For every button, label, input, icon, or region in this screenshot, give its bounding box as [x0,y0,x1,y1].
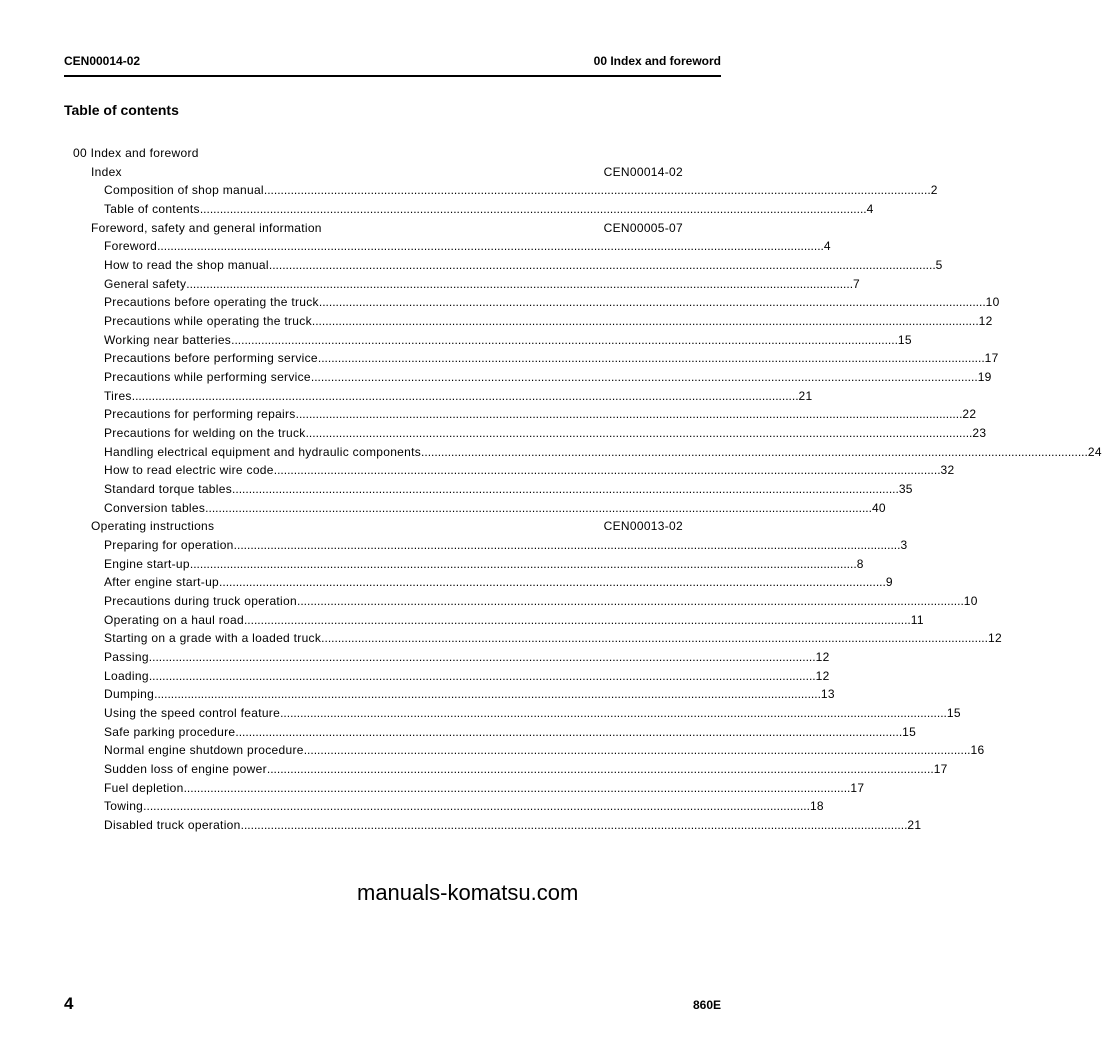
toc-entry[interactable] [104,350,999,366]
toc-entry[interactable] [104,780,865,796]
toc-entry-label: Foreword, safety and general information [91,220,322,235]
dot-leader: ........................................................................................................................................................................................................ [243,612,911,627]
toc-entry-page: 15 [902,724,917,739]
dot-leader: ........................................................................................................................................................................................................ [199,202,867,216]
dot-leader: ........................................................................................................................................................................................................ [305,426,973,441]
toc-entry-label: Conversion tables [104,500,206,515]
toc-entry-page: 19 [977,370,992,385]
toc-entry-label: Tires [104,388,132,403]
page-title: Table of contents [64,102,179,118]
toc-entry[interactable] [73,145,683,161]
toc-entry[interactable] [104,276,861,292]
toc-entry[interactable] [104,481,913,497]
dot-leader: ........................................................................................................................................................................................................ [157,239,824,254]
toc-entry[interactable] [104,686,835,702]
toc-entry-label: Loading [104,668,149,683]
toc-entry-label: Composition of shop manual [104,183,264,198]
toc-entry[interactable] [104,406,977,422]
toc-entry-page: 12 [987,631,1002,646]
dot-leader: ........................................................................................................................................................................................................ [148,668,816,683]
dot-leader: ........................................................................................................................................................................................................ [317,351,985,366]
toc-entry[interactable] [104,444,1102,460]
toc-entry-doc-code: CEN00013-02 [603,519,683,534]
dot-leader: ........................................................................................................................................................................................................ [421,444,1088,459]
toc-entry-label: Precautions during truck operation [104,594,297,609]
toc-entry-label: Table of contents [104,202,200,216]
toc-entry[interactable] [104,761,948,777]
toc-entry-label: Dumping [104,687,155,702]
toc-entry-label: 00 Index and foreword [73,146,199,160]
footer-page-number: 4 [64,994,74,1013]
toc-entry-label: Foreword [104,239,158,254]
toc-entry[interactable] [104,425,987,441]
toc-entry-page: 10 [985,295,1000,310]
dot-leader: ........................................................................................................................................................................................................ [183,780,851,795]
toc-entry-page: 11 [910,612,924,627]
dot-leader: ........................................................................................................................................................................................................ [280,706,947,721]
toc-entry-page: 22 [962,407,977,422]
dot-leader: ........................................................................................................................................................................................................ [205,500,872,515]
dot-leader: ........................................................................................................................................................................................................ [266,762,934,777]
toc-entry-label: Fuel depletion [104,780,184,795]
toc-entry-label: Precautions for welding on the truck [104,426,306,441]
toc-entry-page: 3 [900,538,908,553]
toc-entry[interactable] [104,556,864,572]
toc-entry-label: General safety [104,276,187,291]
toc-entry[interactable] [104,705,961,721]
dot-leader: ........................................................................................................................................................................................................ [148,650,816,665]
dot-leader: ........................................................................................................................................................................................................ [296,594,964,609]
dot-leader: ........................................................................................................................................................................................................ [303,743,971,758]
toc-entry[interactable] [104,668,830,684]
dot-leader: ........................................................................................................................................................................................................ [311,314,979,329]
toc-entry[interactable] [104,574,893,590]
toc-entry-label: Normal engine shutdown procedure [104,743,304,758]
toc-entry-label: Engine start-up [104,556,190,571]
toc-entry-label: Working near batteries [104,332,232,347]
toc-entry[interactable] [104,612,924,628]
toc-entry-label: Starting on a grade with a loaded truck [104,631,322,646]
dot-leader: ........................................................................................................................................................................................................ [318,295,986,310]
toc-entry[interactable] [104,500,886,516]
toc-entry-page: 15 [897,332,912,347]
toc-entry-page: 8 [856,556,864,571]
dot-leader: ........................................................................................................................................................................................................ [240,818,908,833]
toc-entry-label: After engine start-up [104,575,220,590]
toc-entry-label: Precautions for performing repairs [104,407,296,422]
toc-entry-page: 12 [978,314,993,329]
toc-entry-page: 2 [930,183,938,198]
toc-entry-page: 13 [820,687,835,702]
dot-leader: ........................................................................................................................................................................................................ [186,276,854,291]
toc-entry[interactable] [104,369,992,385]
dot-leader: ........................................................................................................................................................................................................ [321,631,988,646]
toc-entry-page: 17 [850,780,865,795]
toc-entry-label: Index [91,164,122,179]
toc-entry-page: 4 [866,202,874,216]
toc-entry-page: 17 [933,762,948,777]
toc-entry[interactable] [104,798,824,814]
dot-leader: ........................................................................................................................................................................................................ [268,258,936,273]
dot-leader: ........................................................................................................................................................................................................ [310,370,978,385]
watermark: manuals-komatsu.com [357,880,579,905]
toc-entry[interactable] [104,630,1002,646]
toc-entry-page: 10 [963,594,978,609]
toc-entry-page: 21 [907,818,922,833]
toc-entry-page: 9 [885,575,893,590]
toc-entry-page: 18 [809,799,824,814]
toc-entry-page: 21 [798,388,813,403]
toc-entry-doc-code: CEN00005-07 [603,220,683,235]
toc-entry-page: 40 [871,500,886,515]
header-section-title: 00 Index and foreword [593,54,721,68]
toc-entry[interactable] [104,201,874,217]
dot-leader: ........................................................................................................................................................................................................ [189,556,857,571]
toc-entry[interactable] [104,649,830,665]
toc-entry-page: 15 [946,706,961,721]
dot-leader: ........................................................................................................................................................................................................ [131,388,799,403]
toc-entry[interactable] [104,817,922,833]
toc-entry[interactable] [104,388,813,404]
toc-entry-label: Safe parking procedure [104,724,236,739]
dot-leader: ........................................................................................................................................................................................................ [231,332,898,347]
header-rule [64,75,721,77]
toc-entry[interactable] [104,332,912,348]
toc-entry-label: How to read the shop manual [104,258,269,273]
toc-entry-page: 7 [853,276,861,291]
toc-entry-page: 4 [823,239,831,254]
toc-entry-label: Towing [104,799,144,814]
toc-entry-page: 23 [972,426,987,441]
toc-entry-page: 5 [935,258,943,273]
toc-entry-page: 17 [984,351,999,366]
toc-entry[interactable] [104,182,938,198]
toc-entry[interactable] [104,294,1000,310]
toc-entry-label: How to read electric wire code [104,463,274,478]
toc-entry-label: Disabled truck operation [104,818,241,833]
toc-entry[interactable] [104,742,985,758]
toc-entry-page: 12 [815,650,830,665]
toc-entry-label: Standard torque tables [104,482,233,497]
toc-entry[interactable] [91,220,683,236]
toc-entry-label: Operating on a haul road [104,612,244,627]
dot-leader: ........................................................................................................................................................................................................ [235,724,903,739]
footer-model: 860E [692,998,721,1012]
dot-leader: ........................................................................................................................................................................................................ [233,538,901,553]
toc-entry-label: Handling electrical equipment and hydraulic components [104,444,422,459]
header-doc-code: CEN00014-02 [64,54,141,68]
toc-entry-label: Passing [104,650,149,665]
toc-entry-label: Operating instructions [91,519,215,534]
toc-entry[interactable] [104,257,943,273]
toc-entry[interactable] [104,238,831,254]
dot-leader: ........................................................................................................................................................................................................ [263,183,931,198]
toc-entry[interactable] [104,537,908,553]
toc-entry[interactable] [91,518,683,534]
toc-entry-doc-code: CEN00014-02 [603,164,683,179]
toc-entry[interactable] [91,164,683,180]
toc-entry[interactable] [104,462,955,478]
toc-entry[interactable] [104,593,978,609]
toc-entry-page: 16 [970,743,985,758]
toc-entry-label: Preparing for operation [104,538,234,553]
toc-entry-label: Precautions while operating the truck [104,314,312,329]
dot-leader: ........................................................................................................................................................................................................ [232,482,899,497]
toc-entry-page: 32 [940,463,955,478]
toc-entry-label: Sudden loss of engine power [104,762,267,777]
toc-entry-label: Precautions while performing service [104,370,311,385]
toc-entry[interactable] [104,724,917,740]
dot-leader: ........................................................................................................................................................................................................ [273,463,941,478]
dot-leader: ........................................................................................................................................................................................................ [295,407,963,422]
toc-entry-label: Precautions before operating the truck [104,295,319,310]
dot-leader: ........................................................................................................................................................................................................ [219,575,886,590]
toc-entry-page: 12 [815,668,830,683]
toc-entry-page: 35 [898,482,913,497]
toc-entry-label: Using the speed control feature [104,706,281,721]
toc-entry-label: Precautions before performing service [104,351,318,366]
toc-entry[interactable] [104,313,993,329]
dot-leader: ........................................................................................................................................................................................................ [143,799,810,814]
toc-entry-page: 24 [1087,444,1102,459]
dot-leader: ........................................................................................................................................................................................................ [154,687,821,702]
